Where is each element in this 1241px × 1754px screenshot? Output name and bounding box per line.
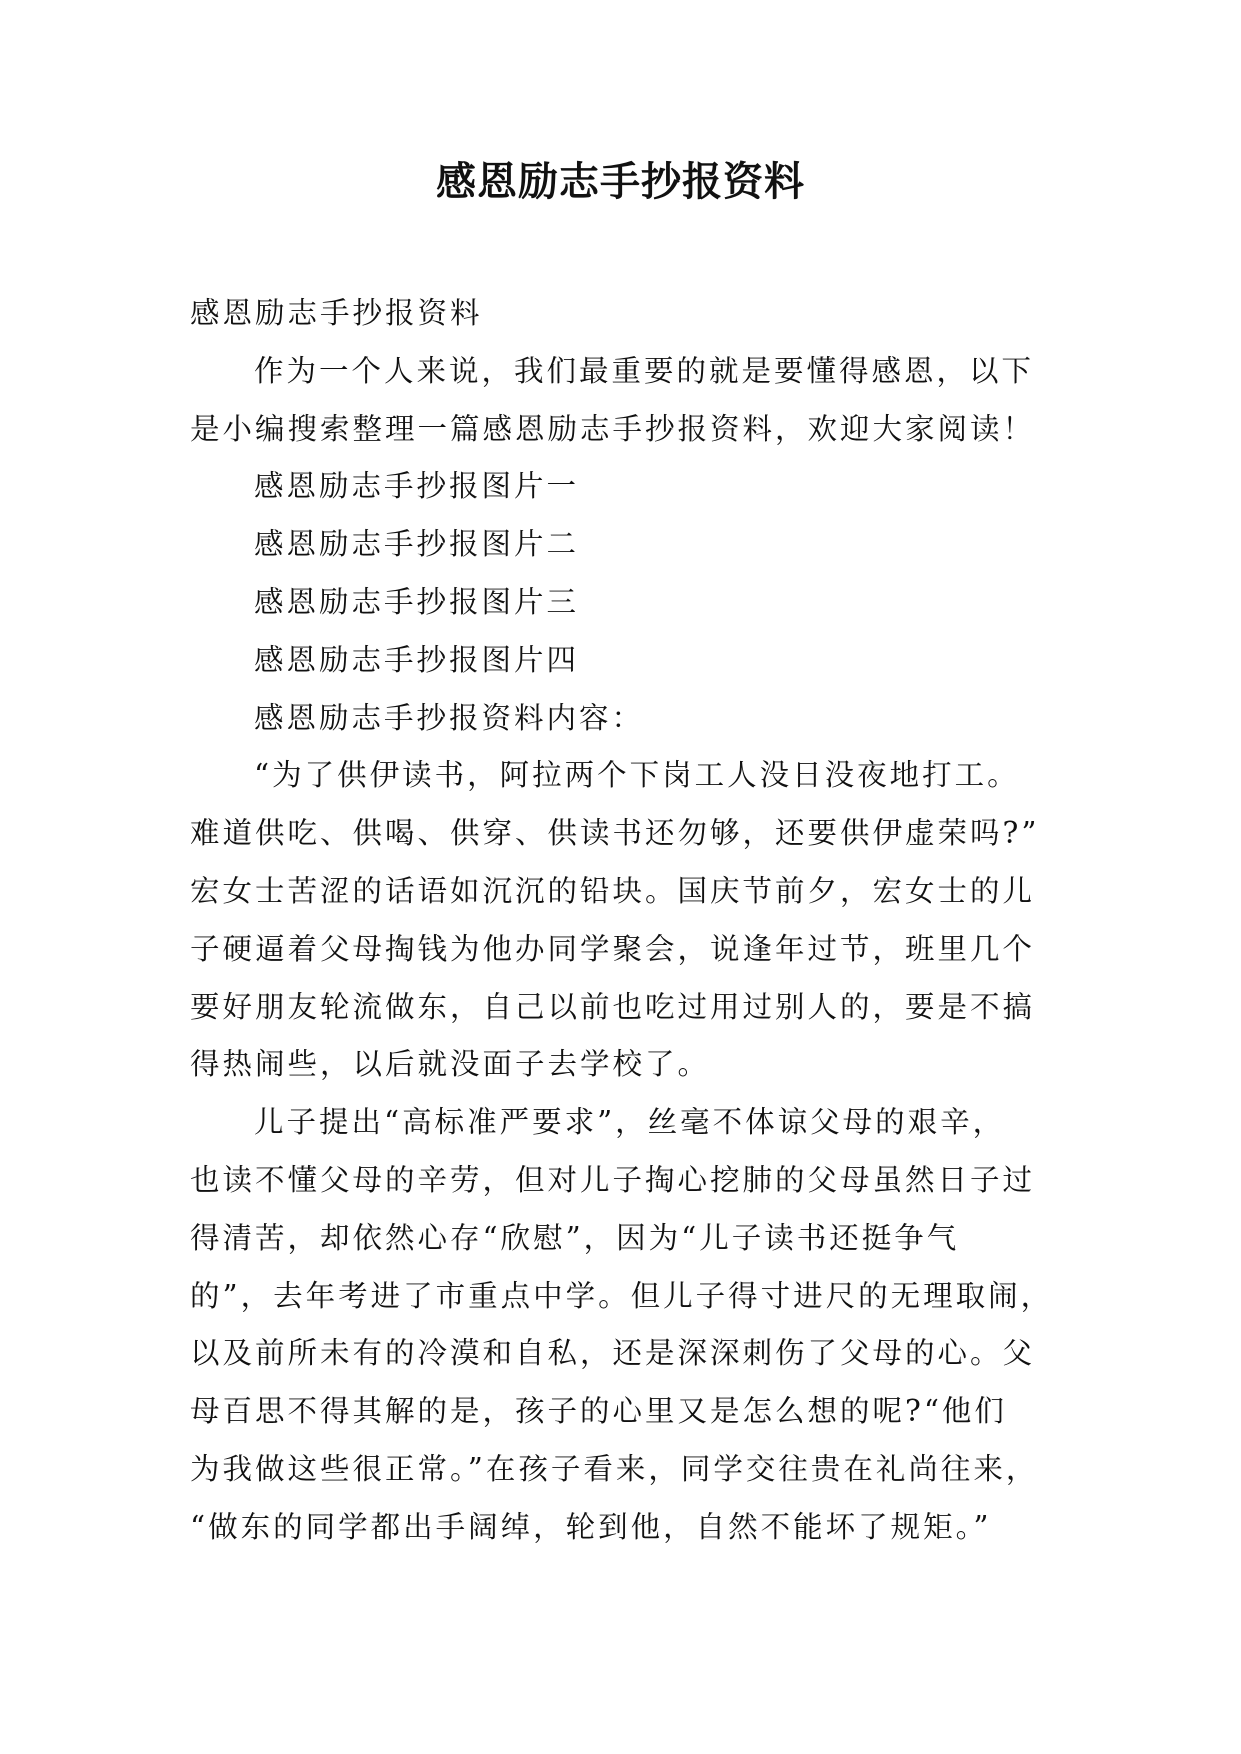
document-body (190, 285, 1070, 1557)
paragraph-line: 母百思不得其解的是，孩子的心里又是怎么想的呢?“他们 (190, 1394, 1007, 1429)
image-caption-line: 感恩励志手抄报图片三 (254, 584, 580, 619)
paragraph-line: 宏女士苦涩的话语如沉沉的铅块。国庆节前夕，宏女士的儿 (190, 873, 1036, 908)
subtitle-line: 感恩励志手抄报资料 (190, 296, 483, 330)
paragraph-line: 儿子提出“高标准严要求”，丝毫不体谅父母的艰辛， (254, 1105, 1006, 1140)
paragraph-line: 也读不懂父母的辛劳，但对儿子掏心挖肺的父母虽然日子过 (190, 1162, 1036, 1197)
paragraph-line: 是小编搜索整理一篇感恩励志手抄报资料，欢迎大家阅读！ (190, 411, 1036, 446)
paragraph-line: 得热闹些，以后就没面子去学校了。 (190, 1047, 711, 1082)
paragraph-line: “做东的同学都出手阔绰，轮到他，自然不能坏了规矩。” (190, 1509, 992, 1544)
paragraph-line: 要好朋友轮流做东，自己以前也吃过用过别人的，要是不搞 (190, 989, 1036, 1024)
paragraph-line: 难道供吃、供喝、供穿、供读书还勿够，还要供伊虚荣吗?” (190, 816, 1040, 851)
image-caption-line: 感恩励志手抄报图片一 (254, 469, 580, 504)
paragraph-line: 的”，去年考进了市重点中学。但儿子得寸进尺的无理取闹， (190, 1278, 1054, 1313)
paragraph-line: 以及前所未有的冷漠和自私，还是深深刺伤了父母的心。父 (190, 1336, 1036, 1371)
paragraph-line: 得清苦，却依然心存“欣慰”，因为“儿子读书还挺争气 (190, 1220, 960, 1255)
document-title: 感恩励志手抄报资料 (436, 158, 805, 205)
section-heading-line: 感恩励志手抄报资料内容： (254, 700, 645, 735)
image-caption-line: 感恩励志手抄报图片四 (254, 642, 580, 677)
paragraph-line: 为我做这些很正常。”在孩子看来，同学交往贵在礼尚往来， (190, 1451, 1039, 1486)
paragraph-line: 作为一个人来说，我们最重要的就是要懂得感恩，以下 (254, 353, 1035, 388)
paragraph-line: “为了供伊读书，阿拉两个下岗工人没日没夜地打工。 (254, 758, 1020, 793)
image-caption-line: 感恩励志手抄报图片二 (254, 527, 580, 562)
paragraph-line: 子硬逼着父母掏钱为他办同学聚会，说逢年过节，班里几个 (190, 931, 1036, 966)
